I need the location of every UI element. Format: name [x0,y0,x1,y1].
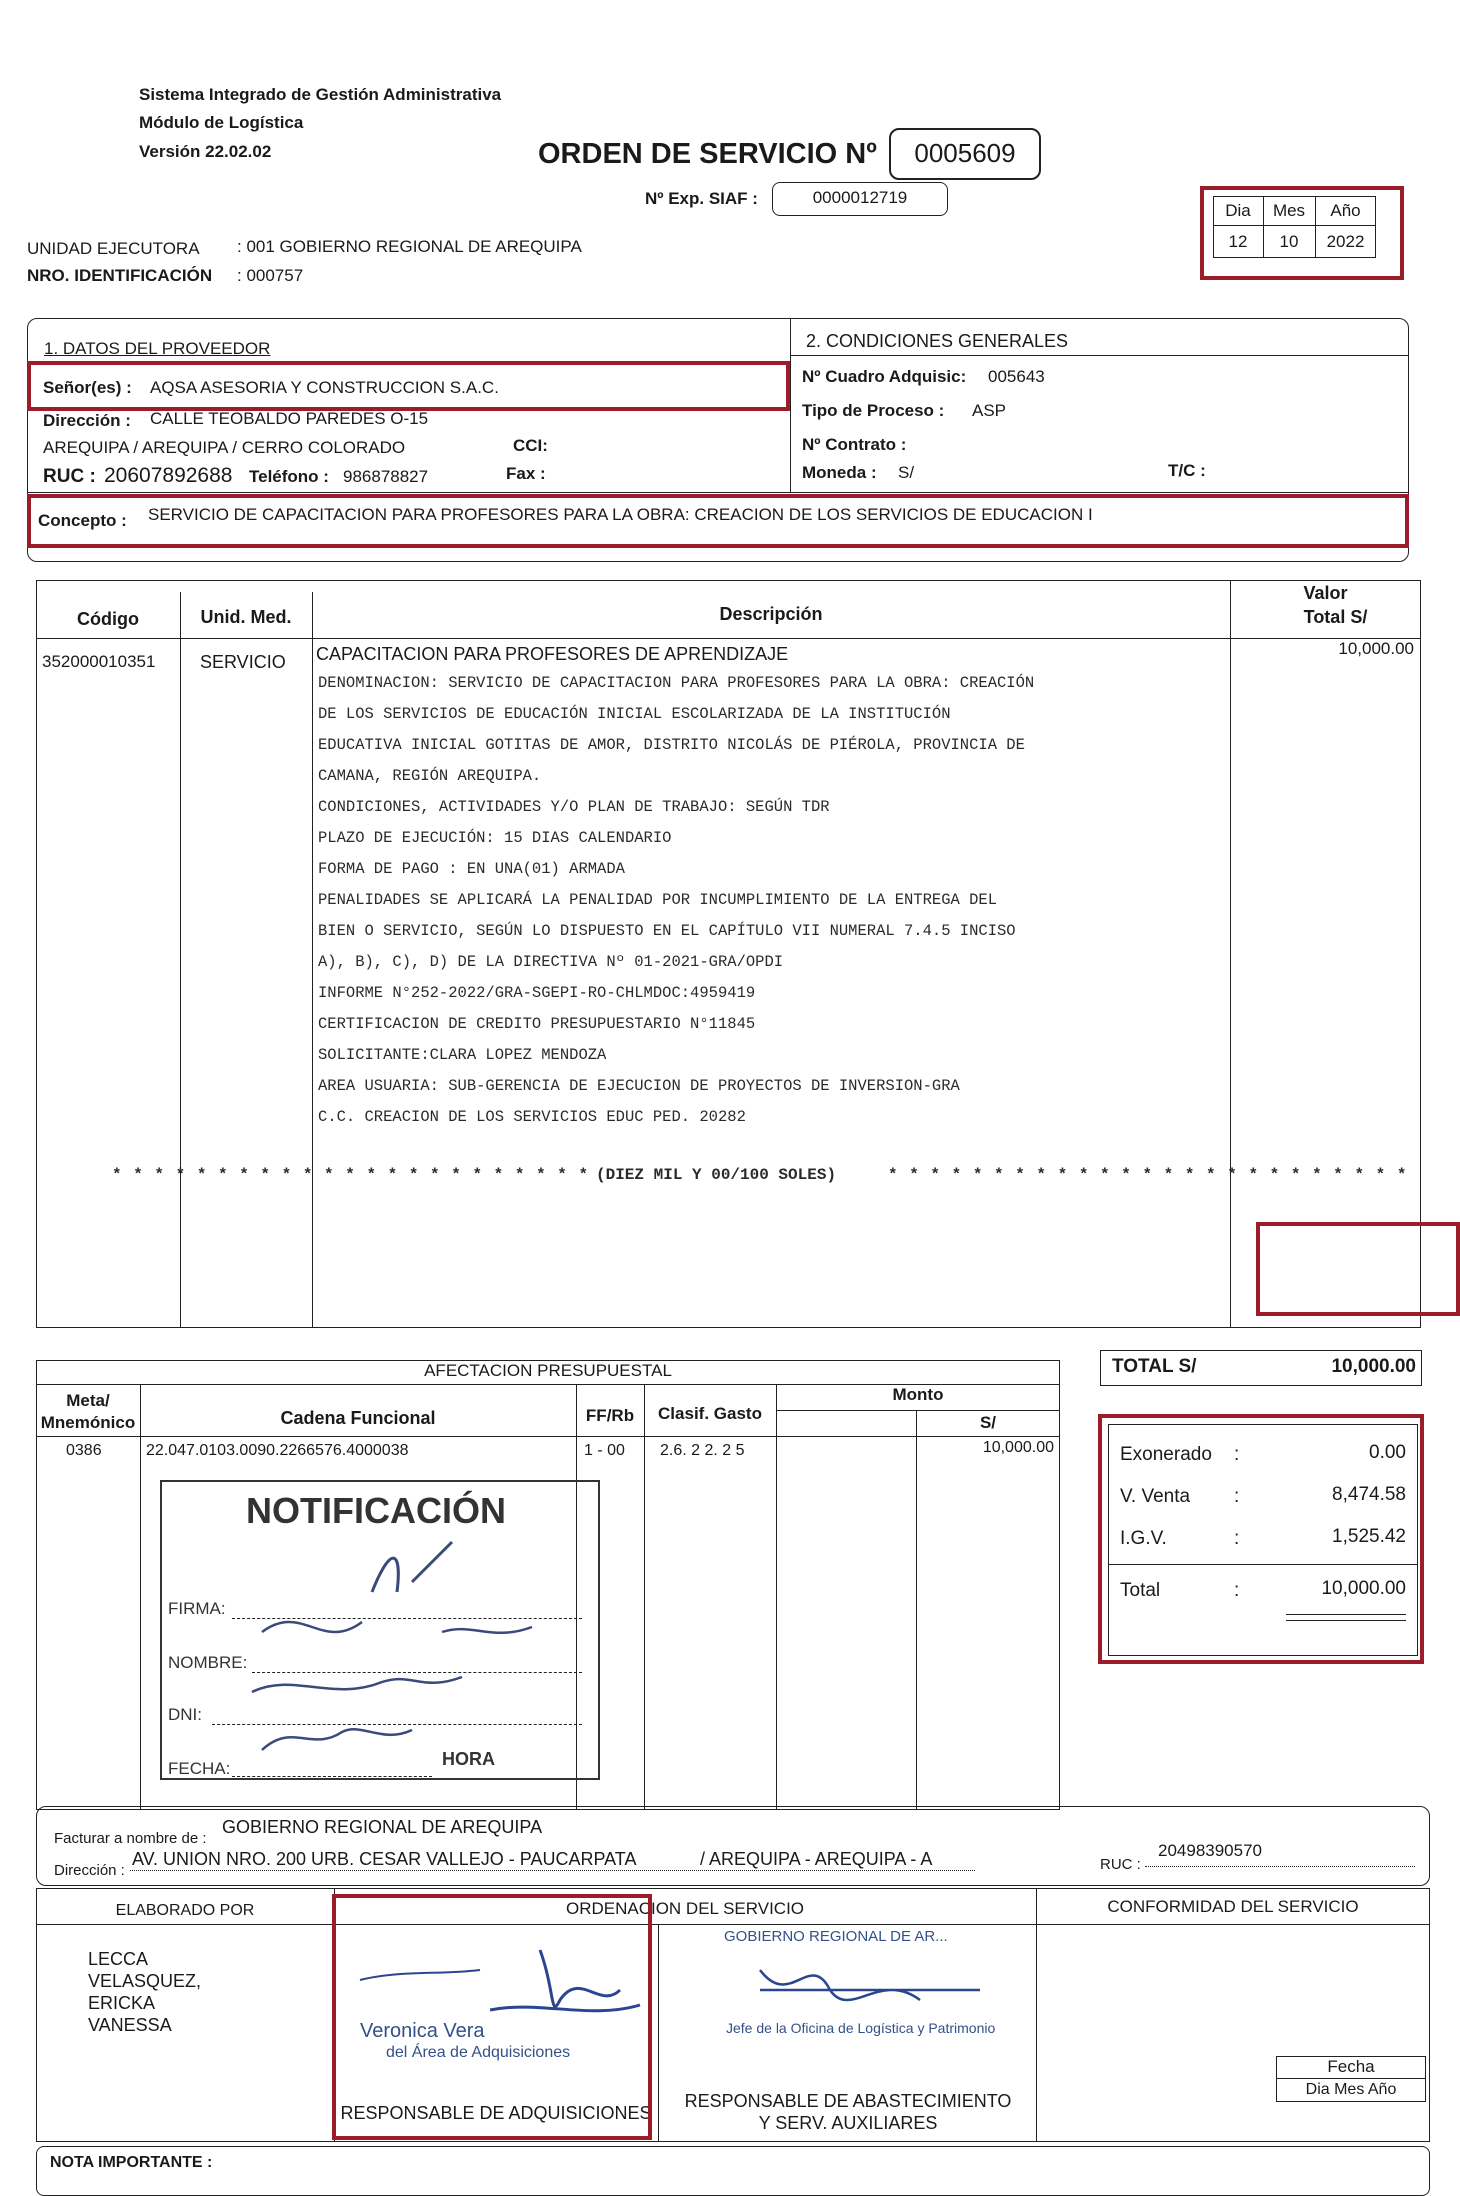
stamp-nombre: NOMBRE: [168,1653,248,1672]
module-name: Módulo de Logística [139,113,304,132]
dia-label: Dia [1225,201,1251,220]
item-codigo: 352000010351 [42,652,156,671]
exonerado-label: Exonerado [1120,1444,1212,1465]
amount-stars-right: * * * * * * * * * * * * * * * * * * * * * * * * * [888,1166,1408,1184]
facturar-direccion-label: Dirección : [54,1862,125,1879]
total-label: TOTAL S/ [1112,1356,1197,1377]
anio-label: Año [1330,201,1361,220]
senor-label: Señor(es) : [43,378,132,397]
venta-value: 8,474.58 [1332,1484,1406,1505]
description-line: A), B), C), D) DE LA DIRECTIVA Nº 01-2021-GRA/OPDI [318,953,784,971]
tc-label: T/C : [1168,461,1206,480]
responsable-abastecimiento: RESPONSABLE DE ABASTECIMIENTO [684,2091,1012,2111]
afectacion-ff: 1 - 00 [584,1442,625,1459]
colon: : [1234,1444,1240,1465]
moneda-value: S/ [898,463,915,482]
nota-panel [36,2146,1430,2196]
afectacion-title: AFECTACION PRESUPUESTAL [424,1361,672,1380]
description-line: FORMA DE PAGO : EN UNA(01) ARMADA [318,860,625,878]
stamp-logistica: Jefe de la Oficina de Logística y Patrimonio [726,2020,996,2036]
header-valor: Valor [1303,583,1348,603]
document-title: ORDEN DE SERVICIO Nº [538,138,877,170]
description-line: DE LOS SERVICIOS DE EDUCACIÓN INICIAL ESCOLARIZADA DE LA INSTITUCIÓN [318,705,951,723]
tipo-label: Tipo de Proceso : [802,401,945,420]
header-codigo: Código [77,609,139,629]
telefono-value: 986878827 [343,467,429,486]
colon: : [1234,1528,1240,1549]
description-line: PLAZO DE EJECUCIÓN: 15 DIAS CALENDARIO [318,829,672,847]
direccion-value: CALLE TEOBALDO PAREDES O-15 [150,409,429,428]
siaf-number: 0000012719 [772,182,948,216]
contrato-label: Nº Contrato : [802,435,907,454]
version-label: Versión 22.02.02 [139,142,272,161]
item-title: CAPACITACION PARA PROFESORES DE APRENDIZAJE [316,644,789,664]
igv-value: 1,525.42 [1332,1526,1406,1547]
description-line: CONDICIONES, ACTIVIDADES Y/O PLAN DE TRABAJO: SEGÚN TDR [318,798,830,816]
venta-label: V. Venta [1120,1486,1191,1507]
header-descripcion: Descripción [719,604,823,624]
cuadro-value: 005643 [988,367,1045,386]
facturar-direccion-value: AV. UNION NRO. 200 URB. CESAR VALLEJO - PAUCARPATA [132,1849,637,1869]
unidad-label: UNIDAD EJECUTORA [27,239,200,258]
senor-value: AQSA ASESORIA Y CONSTRUCCION S.A.C. [150,378,499,397]
responsable-adquisiciones: RESPONSABLE DE ADQUISICIONES [340,2103,652,2123]
total-value: 10,000.00 [1331,1356,1416,1377]
stamp-title: NOTIFICACIÓN [246,1490,506,1531]
header-clasif: Clasif. Gasto [658,1404,762,1423]
description-line: BIEN O SERVICIO, SEGÚN LO DISPUESTO EN EL CAPÍTULO VII NUMERAL 7.4.5 INCISO [318,922,1016,940]
item-unid: SERVICIO [200,652,286,672]
facturar-ciudad: / AREQUIPA - AREQUIPA - A [700,1849,933,1869]
siaf-label: Nº Exp. SIAF : [645,189,758,208]
ruc-value: 20607892688 [104,464,233,487]
stamp-firma: FIRMA: [168,1599,226,1618]
moneda-label: Moneda : [802,463,877,482]
description-line: EDUCATIVA INICIAL GOTITAS DE AMOR, DISTRITO NICOLÁS DE PIÉROLA, PROVINCIA DE [318,736,1025,754]
header-unid: Unid. Med. [200,607,292,627]
header-meta: Meta/ [66,1391,110,1410]
conformidad-label: CONFORMIDAD DEL SERVICIO [1107,1897,1359,1916]
description-line: INFORME N°252-2022/GRA-SGEPI-RO-CHLMDOC:4959419 [318,984,756,1002]
description-line: PENALIDADES SE APLICARÁ LA PENALIDAD POR INCUMPLIMIENTO DE LA ENTREGA DEL [318,891,998,909]
cci-label: CCI: [513,436,548,455]
stamp-hora: HORA [442,1749,495,1769]
amount-in-words: (DIEZ MIL Y 00/100 SOLES) [596,1166,837,1184]
proveedor-section-title: 1. DATOS DEL PROVEEDOR [44,339,271,358]
stamp-gobierno: GOBIERNO REGIONAL DE AR... [724,1928,948,1945]
stamp-fecha: FECHA: [168,1759,231,1778]
tipo-value: ASP [972,401,1007,420]
header-soles: S/ [979,1413,997,1432]
igv-label: I.G.V. [1120,1528,1167,1549]
senor-highlight [27,361,790,411]
mes-label: Mes [1272,201,1306,220]
header-cadena: Cadena Funcional [280,1408,436,1428]
fecha-label: Fecha [1327,2057,1375,2076]
afectacion-monto: 10,000.00 [982,1439,1054,1456]
concepto-value: SERVICIO DE CAPACITACION PARA PROFESORES PARA LA OBRA: CREACION DE LOS SERVICIOS DE EDUCACION I [148,505,1093,524]
ordenacion-label: ORDENACION DEL SERVICIO [565,1899,805,1918]
adquisiciones-highlight [332,1894,652,2140]
afectacion-cadena: 22.047.0103.0090.2266576.4000038 [146,1442,409,1459]
nro-value: : 000757 [237,266,304,285]
description-line: CAMANA, REGIÓN AREQUIPA. [318,767,542,785]
blank-highlight [1256,1222,1460,1316]
totals-highlight [1098,1414,1424,1664]
facturar-label: Facturar a nombre de : [54,1830,207,1847]
description-line: SOLICITANTE:CLARA LOPEZ MENDOZA [318,1046,607,1064]
handwriting-marks [162,1482,598,1778]
nro-label: NRO. IDENTIFICACIÓN [27,266,213,285]
stamp-adquisiciones-name: Veronica Vera [360,2020,485,2042]
anio-value: 2022 [1326,232,1365,251]
header-total: Total S/ [1303,607,1368,627]
elaborado-name-line: LECCA [88,1949,149,1969]
total2-label: Total [1120,1580,1161,1601]
header-ff: FF/Rb [585,1406,635,1425]
dia-value: 12 [1228,232,1248,251]
amount-stars-left: * * * * * * * * * * * * * * * * * * * * * * * [112,1166,590,1184]
total2-value: 10,000.00 [1321,1578,1406,1599]
nota-label: NOTA IMPORTANTE : [50,2154,213,2171]
elaborado-name-line: ERICKA [88,1993,156,2013]
description-line: DENOMINACION: SERVICIO DE CAPACITACION PARA PROFESORES PARA LA OBRA: CREACIÓN [318,674,1035,692]
mes-value: 10 [1279,232,1299,251]
stamp-dni: DNI: [168,1705,202,1724]
fax-label: Fax : [506,464,546,483]
order-number: 0005609 [889,128,1041,180]
description-line: C.C. CREACION DE LOS SERVICIOS EDUC PED. 20282 [318,1108,746,1126]
notification-stamp [160,1480,600,1780]
concepto-label: Concepto : [38,511,127,530]
colon: : [1234,1486,1240,1507]
header-mnemonico: Mnemónico [40,1413,136,1432]
direccion-label: Dirección : [43,411,131,430]
facturar-ruc-label: RUC : [1100,1856,1141,1873]
stamp-adquisiciones-role: del Área de Adquisiciones [386,2044,571,2061]
elaborado-name-line: VELASQUEZ, [88,1971,202,1991]
telefono-label: Teléfono : [249,467,329,486]
elaborado-name [88,1948,201,2036]
afectacion-clasif: 2.6. 2 2. 2 5 [660,1442,745,1459]
cuadro-label: Nº Cuadro Adquisic: [802,367,967,386]
facturar-ruc-value: 20498390570 [1158,1841,1263,1860]
elaborado-name-line: VANESSA [88,2015,172,2035]
header-monto: Monto [892,1385,944,1404]
concepto-highlight [27,494,1409,548]
date-highlight [1200,186,1404,280]
condiciones-section-title: 2. CONDICIONES GENERALES [806,331,1069,351]
item-valor: 10,000.00 [1338,639,1414,658]
fecha-columns: Dia Mes Año [1305,2081,1397,2098]
description-line: AREA USUARIA: SUB-GERENCIA DE EJECUCION DE PROYECTOS DE INVERSION-GRA [318,1077,960,1095]
elaborado-label: ELABORADO POR [115,1902,255,1919]
facturar-value: GOBIERNO REGIONAL DE AREQUIPA [222,1817,543,1837]
afectacion-meta: 0386 [66,1442,102,1459]
location-value: AREQUIPA / AREQUIPA / CERRO COLORADO [43,438,406,457]
ruc-label: RUC : [43,466,96,487]
unidad-value: : 001 GOBIERNO REGIONAL DE AREQUIPA [237,237,582,256]
system-name: Sistema Integrado de Gestión Administrativa [139,85,502,104]
description-line: CERTIFICACION DE CREDITO PRESUPUESTARIO N°11845 [318,1015,756,1033]
exonerado-value: 0.00 [1369,1442,1406,1463]
colon: : [1234,1580,1240,1601]
item-description [318,668,1034,1133]
servicios-auxiliares: Y SERV. AUXILIARES [758,2113,938,2133]
